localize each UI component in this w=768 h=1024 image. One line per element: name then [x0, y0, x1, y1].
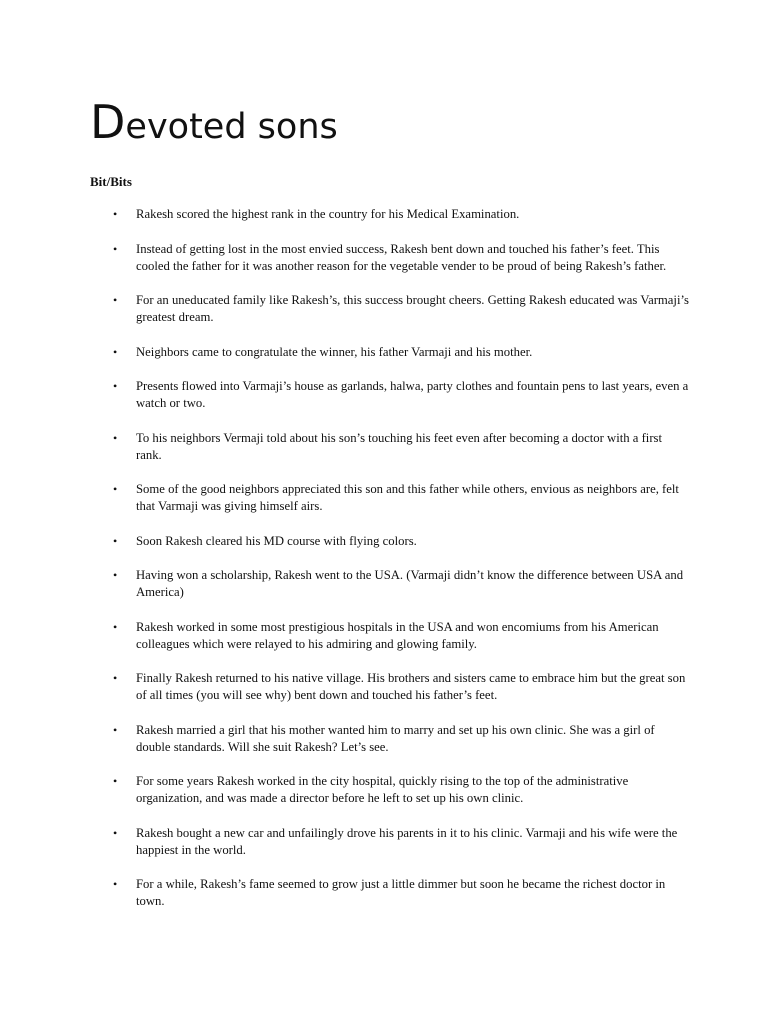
bullet-dot-icon: •	[113, 619, 118, 634]
bullet-text: For an uneducated family like Rakesh’s, this success brought cheers. Getting Rakesh educated was Varmaji’s greatest dream.	[136, 293, 689, 324]
bullet-item	[90, 241, 690, 275]
bullet-text: Soon Rakesh cleared his MD course with flying colors.	[136, 533, 417, 548]
bullet-text: Presents flowed into Varmaji’s house as garlands, halwa, party clothes and fountain pens to last years, even a watch or two.	[136, 379, 689, 410]
bullet-dot-icon: •	[113, 207, 118, 221]
bullet-item	[90, 430, 690, 464]
section-heading: Bit/Bits	[90, 174, 132, 189]
bullet-item	[90, 876, 690, 910]
bullet-dot-icon: •	[113, 482, 118, 496]
bullet-text: Some of the good neighbors appreciated this son and this father while others, envious as neighbors are, felt that Varmaji was giving himself airs.	[136, 482, 679, 513]
bullet-item	[90, 825, 690, 859]
bullet-text: Rakesh scored the highest rank in the country for his Medical Examination.	[136, 207, 520, 221]
bullet-dot-icon: •	[113, 293, 118, 307]
bullet-dot-icon: •	[113, 774, 118, 788]
bullet-item	[90, 378, 690, 412]
bullet-text: Finally Rakesh returned to his native village. His brothers and sisters came to embrace him but the great son of all times (you will see why) bent down and touched his father’s feet.	[136, 671, 686, 702]
bullet-text: Having won a scholarship, Rakesh went to the USA. (Varmaji didn’t know the difference between USA and America)	[136, 568, 684, 599]
bullet-text: Rakesh married a girl that his mother wanted him to marry and set up his own clinic. She was a girl of double standards. Will she suit Rakesh? Let’s see.	[136, 722, 655, 754]
bullet-dot-icon: •	[113, 877, 118, 891]
title-rest: evoted sons	[125, 107, 338, 147]
bullet-dot-icon: •	[113, 430, 118, 445]
bullet-item	[90, 619, 690, 653]
bullet-item	[90, 481, 690, 515]
bullet-dot-icon: •	[113, 241, 118, 256]
bullet-text: Rakesh bought a new car and unfailingly drove his parents in it to his clinic. Varmaji and his wife were the happiest in the world.	[136, 825, 678, 857]
bullet-list	[90, 206, 690, 928]
bullet-item	[90, 773, 690, 807]
bullet-text: For a while, Rakesh’s fame seemed to grow just a little dimmer but soon he became the richest doctor in town.	[136, 877, 666, 908]
bullet-dot-icon: •	[113, 344, 118, 359]
bullet-dot-icon: •	[113, 825, 118, 840]
bullet-text: Rakesh worked in some most prestigious hospitals in the USA and won encomiums from his American colleagues which were relayed to his admiring and glowing family.	[136, 619, 659, 651]
bullet-item	[90, 344, 690, 361]
bullet-dot-icon: •	[113, 533, 118, 548]
bullet-text: Neighbors came to congratulate the winner, his father Varmaji and his mother.	[136, 344, 533, 359]
document-title	[90, 92, 338, 157]
bullet-dot-icon: •	[113, 671, 118, 685]
title-first-letter: D	[90, 95, 126, 149]
bullet-item	[90, 722, 690, 756]
bullet-dot-icon: •	[113, 379, 118, 393]
bullet-dot-icon: •	[113, 722, 118, 737]
bullet-text: To his neighbors Vermaji told about his son’s touching his feet even after becoming a doctor with a first rank.	[136, 430, 663, 462]
bullet-item	[90, 670, 690, 704]
bullet-dot-icon: •	[113, 568, 118, 582]
bullet-text: Instead of getting lost in the most envied success, Rakesh bent down and touched his father’s feet. This cooled the father for it was another reason for the vegetable vender to be proud of being Rakesh’s father.	[136, 241, 667, 273]
bullet-item	[90, 292, 690, 326]
bullet-text: For some years Rakesh worked in the city hospital, quickly rising to the top of the administrative organization, and was made a director before he left to set up his own clinic.	[136, 774, 629, 805]
bullet-item	[90, 567, 690, 601]
bullet-item	[90, 533, 690, 550]
bullet-item	[90, 206, 690, 223]
